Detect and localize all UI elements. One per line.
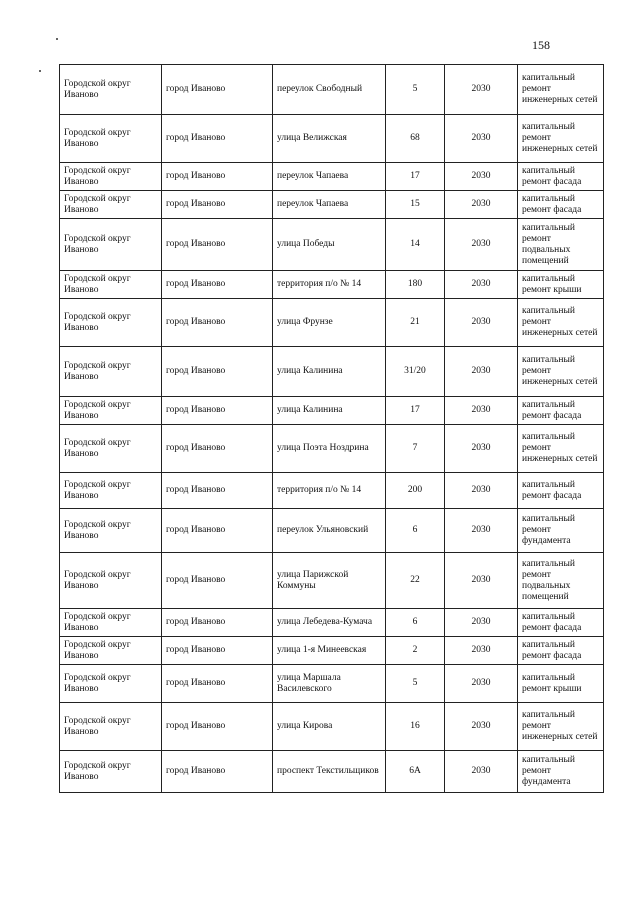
cell-street: улица Кирова xyxy=(273,703,386,751)
table-row xyxy=(60,65,604,115)
cell-year: 2030 xyxy=(445,637,518,665)
cell-okrug: Городской округ Иваново xyxy=(60,509,162,553)
cell-work-type: капитальный ремонт инженерных сетей xyxy=(518,425,604,473)
cell-city: город Иваново xyxy=(162,553,273,609)
cell-house-number: 31/20 xyxy=(386,347,445,397)
cell-work-type: капитальный ремонт фасада xyxy=(518,397,604,425)
cell-work-type: капитальный ремонт инженерных сетей xyxy=(518,115,604,163)
cell-year: 2030 xyxy=(445,219,518,271)
cell-city: город Иваново xyxy=(162,219,273,271)
cell-house-number: 6А xyxy=(386,751,445,793)
cell-city: город Иваново xyxy=(162,347,273,397)
cell-work-type: капитальный ремонт фасада xyxy=(518,163,604,191)
cell-city: город Иваново xyxy=(162,271,273,299)
cell-house-number: 5 xyxy=(386,665,445,703)
cell-city: город Иваново xyxy=(162,751,273,793)
cell-work-type: капитальный ремонт инженерных сетей xyxy=(518,703,604,751)
cell-okrug: Городской округ Иваново xyxy=(60,347,162,397)
cell-city: город Иваново xyxy=(162,191,273,219)
cell-year: 2030 xyxy=(445,115,518,163)
cell-street: улица 1-я Минеевская xyxy=(273,637,386,665)
cell-year: 2030 xyxy=(445,163,518,191)
cell-street: улица Победы xyxy=(273,219,386,271)
cell-street: улица Поэта Ноздрина xyxy=(273,425,386,473)
cell-okrug: Городской округ Иваново xyxy=(60,271,162,299)
table-row xyxy=(60,509,604,553)
cell-house-number: 200 xyxy=(386,473,445,509)
cell-work-type: капитальный ремонт крыши xyxy=(518,665,604,703)
cell-year: 2030 xyxy=(445,397,518,425)
cell-okrug: Городской округ Иваново xyxy=(60,115,162,163)
table-row xyxy=(60,271,604,299)
cell-work-type: капитальный ремонт подвальных помещений xyxy=(518,219,604,271)
cell-street: переулок Чапаева xyxy=(273,163,386,191)
cell-okrug: Городской округ Иваново xyxy=(60,219,162,271)
cell-okrug: Городской округ Иваново xyxy=(60,473,162,509)
cell-city: город Иваново xyxy=(162,609,273,637)
cell-work-type: капитальный ремонт фундамента xyxy=(518,509,604,553)
cell-street: улица Маршала Василевского xyxy=(273,665,386,703)
cell-city: город Иваново xyxy=(162,509,273,553)
table-row xyxy=(60,637,604,665)
table-row xyxy=(60,191,604,219)
cell-house-number: 7 xyxy=(386,425,445,473)
cell-street: улица Калинина xyxy=(273,347,386,397)
cell-city: город Иваново xyxy=(162,665,273,703)
housing-repair-table xyxy=(59,64,604,793)
cell-city: город Иваново xyxy=(162,163,273,191)
cell-city: город Иваново xyxy=(162,397,273,425)
cell-street: улица Лебедева-Кумача xyxy=(273,609,386,637)
cell-house-number: 5 xyxy=(386,65,445,115)
cell-street: переулок Ульяновский xyxy=(273,509,386,553)
cell-year: 2030 xyxy=(445,473,518,509)
table-row xyxy=(60,425,604,473)
cell-city: город Иваново xyxy=(162,703,273,751)
cell-house-number: 2 xyxy=(386,637,445,665)
table-row xyxy=(60,397,604,425)
cell-okrug: Городской округ Иваново xyxy=(60,609,162,637)
table-row xyxy=(60,163,604,191)
cell-year: 2030 xyxy=(445,347,518,397)
cell-year: 2030 xyxy=(445,425,518,473)
cell-street: улица Фрунзе xyxy=(273,299,386,347)
cell-okrug: Городской округ Иваново xyxy=(60,163,162,191)
cell-house-number: 14 xyxy=(386,219,445,271)
cell-house-number: 15 xyxy=(386,191,445,219)
cell-work-type: капитальный ремонт крыши xyxy=(518,271,604,299)
cell-okrug: Городской округ Иваново xyxy=(60,299,162,347)
cell-city: город Иваново xyxy=(162,65,273,115)
cell-work-type: капитальный ремонт фасада xyxy=(518,637,604,665)
cell-street: переулок Чапаева xyxy=(273,191,386,219)
cell-house-number: 180 xyxy=(386,271,445,299)
cell-street: проспект Текстильщиков xyxy=(273,751,386,793)
table-row xyxy=(60,299,604,347)
cell-city: город Иваново xyxy=(162,299,273,347)
table-row xyxy=(60,553,604,609)
cell-okrug: Городской округ Иваново xyxy=(60,65,162,115)
cell-street: улица Калинина xyxy=(273,397,386,425)
cell-year: 2030 xyxy=(445,509,518,553)
table-row xyxy=(60,473,604,509)
scan-speck xyxy=(56,38,58,40)
cell-house-number: 21 xyxy=(386,299,445,347)
cell-house-number: 68 xyxy=(386,115,445,163)
cell-work-type: капитальный ремонт фундамента xyxy=(518,751,604,793)
cell-street: улица Парижской Коммуны xyxy=(273,553,386,609)
cell-year: 2030 xyxy=(445,191,518,219)
table-row xyxy=(60,665,604,703)
cell-year: 2030 xyxy=(445,751,518,793)
table-row xyxy=(60,751,604,793)
cell-okrug: Городской округ Иваново xyxy=(60,397,162,425)
cell-work-type: капитальный ремонт фасада xyxy=(518,609,604,637)
cell-city: город Иваново xyxy=(162,637,273,665)
cell-okrug: Городской округ Иваново xyxy=(60,425,162,473)
cell-year: 2030 xyxy=(445,65,518,115)
cell-year: 2030 xyxy=(445,553,518,609)
cell-work-type: капитальный ремонт инженерных сетей xyxy=(518,347,604,397)
cell-house-number: 6 xyxy=(386,609,445,637)
table-row xyxy=(60,347,604,397)
cell-okrug: Городской округ Иваново xyxy=(60,751,162,793)
cell-street: переулок Свободный xyxy=(273,65,386,115)
cell-city: город Иваново xyxy=(162,473,273,509)
cell-street: территория п/о № 14 xyxy=(273,271,386,299)
cell-work-type: капитальный ремонт подвальных помещений xyxy=(518,553,604,609)
table-row xyxy=(60,115,604,163)
cell-city: город Иваново xyxy=(162,115,273,163)
cell-year: 2030 xyxy=(445,609,518,637)
cell-house-number: 22 xyxy=(386,553,445,609)
table-row xyxy=(60,609,604,637)
cell-year: 2030 xyxy=(445,665,518,703)
cell-work-type: капитальный ремонт инженерных сетей xyxy=(518,299,604,347)
cell-okrug: Городской округ Иваново xyxy=(60,191,162,219)
cell-work-type: капитальный ремонт инженерных сетей xyxy=(518,65,604,115)
cell-okrug: Городской округ Иваново xyxy=(60,637,162,665)
cell-street: улица Велижская xyxy=(273,115,386,163)
cell-city: город Иваново xyxy=(162,425,273,473)
scan-speck xyxy=(39,70,41,72)
cell-house-number: 17 xyxy=(386,163,445,191)
cell-okrug: Городской округ Иваново xyxy=(60,665,162,703)
table-row xyxy=(60,703,604,751)
cell-okrug: Городской округ Иваново xyxy=(60,553,162,609)
page-number: 158 xyxy=(532,38,550,52)
cell-year: 2030 xyxy=(445,299,518,347)
table-row xyxy=(60,219,604,271)
cell-okrug: Городской округ Иваново xyxy=(60,703,162,751)
cell-year: 2030 xyxy=(445,271,518,299)
cell-year: 2030 xyxy=(445,703,518,751)
cell-work-type: капитальный ремонт фасада xyxy=(518,473,604,509)
cell-street: территория п/о № 14 xyxy=(273,473,386,509)
cell-house-number: 17 xyxy=(386,397,445,425)
cell-house-number: 6 xyxy=(386,509,445,553)
cell-house-number: 16 xyxy=(386,703,445,751)
cell-work-type: капитальный ремонт фасада xyxy=(518,191,604,219)
